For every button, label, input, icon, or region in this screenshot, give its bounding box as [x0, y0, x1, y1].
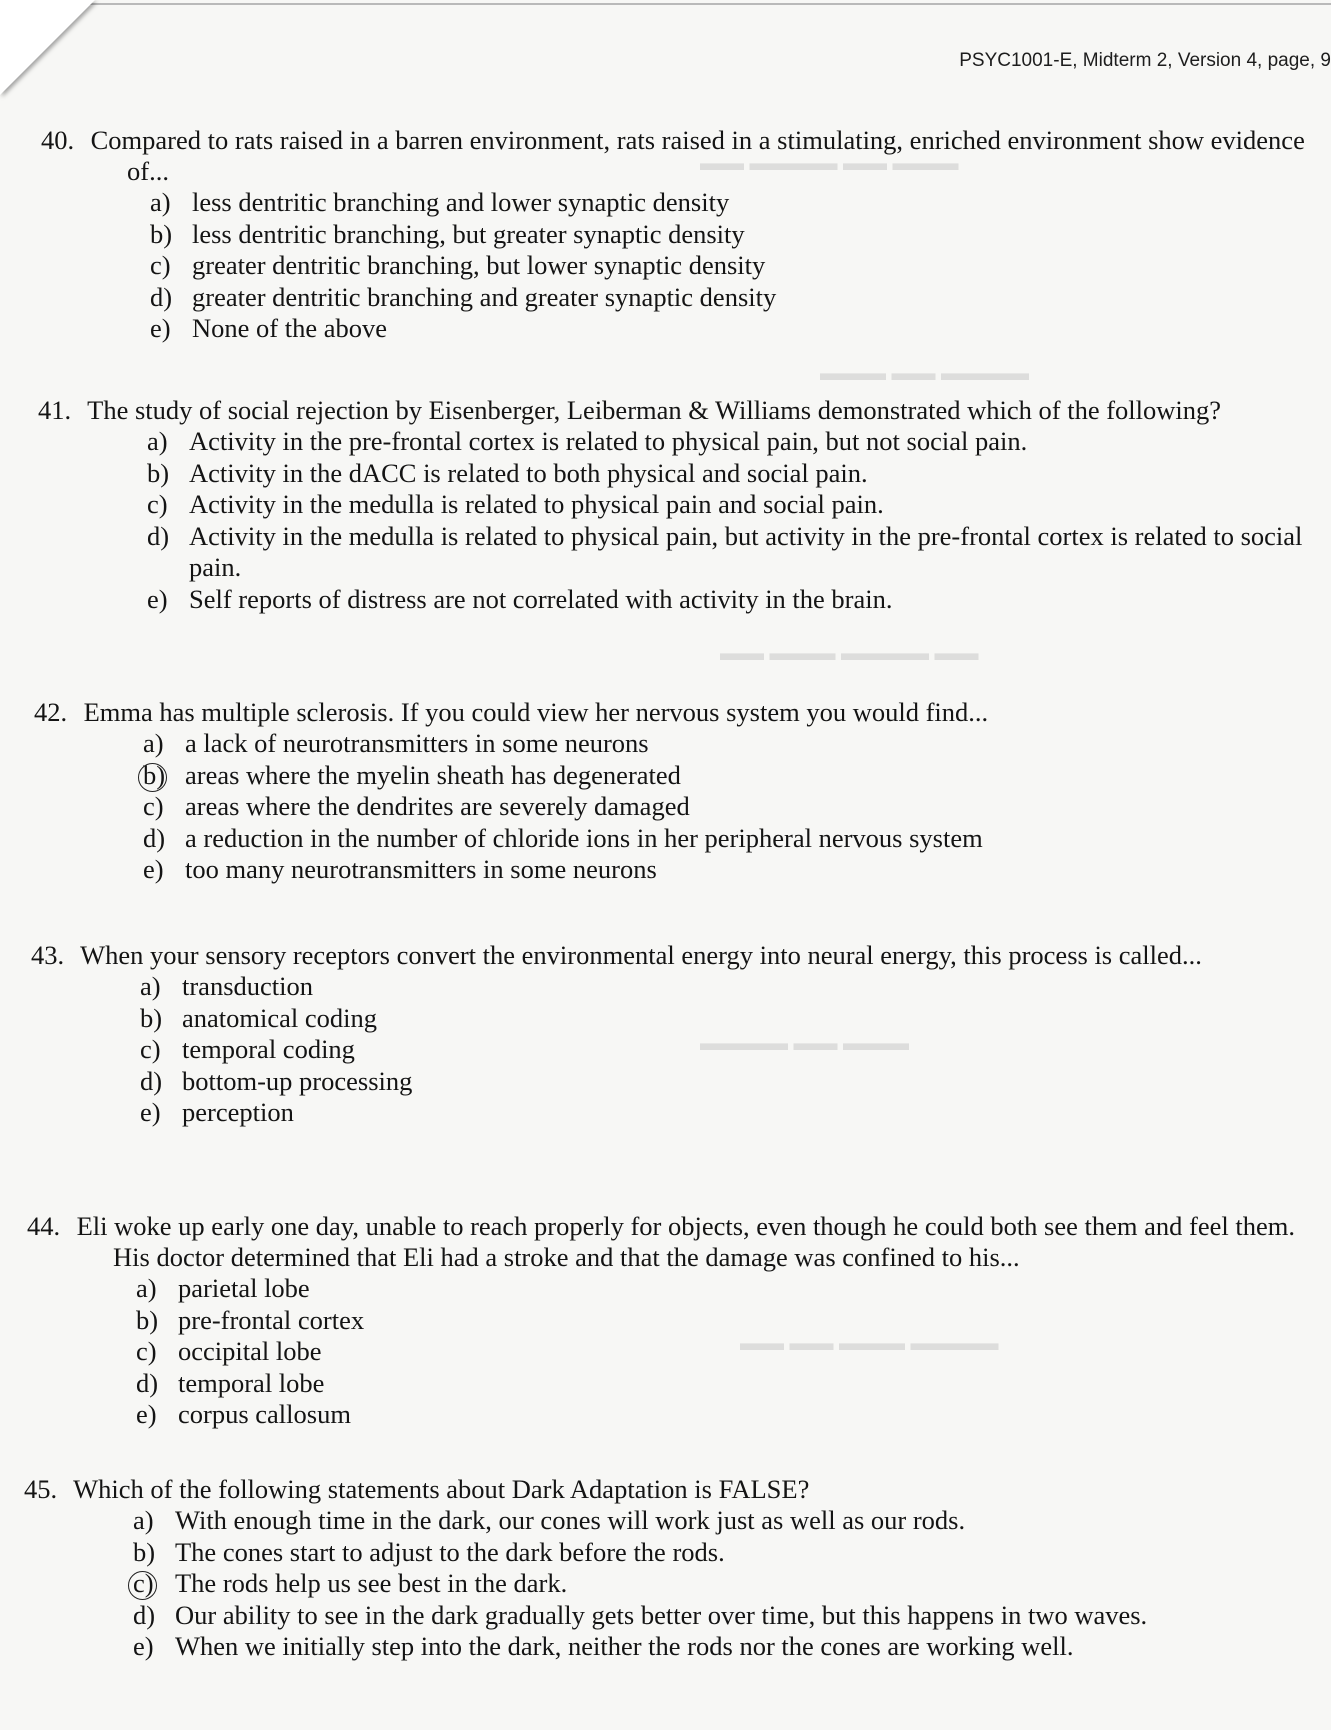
- answer-option[interactable]: [147, 426, 1313, 458]
- answer-option[interactable]: [136, 1273, 1315, 1305]
- answer-option-selected[interactable]: [143, 760, 1307, 792]
- answer-option[interactable]: [140, 1097, 1310, 1129]
- answer-option[interactable]: [150, 187, 1306, 219]
- answer-option[interactable]: [140, 971, 1310, 1003]
- question-41: [38, 395, 1313, 616]
- option-text: anatomical coding: [182, 1002, 377, 1033]
- option-letter: b): [147, 457, 170, 488]
- option-letter: c): [140, 1034, 161, 1065]
- answer-option[interactable]: [143, 823, 1307, 855]
- option-text: areas where the myelin sheath has degenerated: [185, 759, 681, 790]
- option-letter: e): [140, 1097, 161, 1128]
- question-text: Compared to rats raised in a barren environment, rats raised in a stimulating, enriched environment show evidence of...: [90, 125, 1305, 186]
- option-text: areas where the dendrites are severely damaged: [185, 791, 690, 822]
- option-text: The rods help us see best in the dark.: [175, 1568, 568, 1599]
- option-letter: b): [140, 1002, 163, 1033]
- option-letter: d): [133, 1599, 156, 1630]
- option-text: temporal lobe: [178, 1367, 325, 1398]
- answer-option[interactable]: [140, 1034, 1310, 1066]
- question-stem: 44. Eli woke up early one day, unable to reach properly for objects, even though he could both see them and feel them. His doctor determined that Eli had a stroke and that the damage was confined to his...: [27, 1211, 1295, 1272]
- answer-options: [140, 971, 1310, 1129]
- answer-option[interactable]: [143, 791, 1307, 823]
- option-text: Activity in the pre-frontal cortex is related to physical pain, but not social pain.: [189, 426, 1028, 456]
- option-text: pre-frontal cortex: [178, 1304, 365, 1335]
- option-text: greater dentritic branching, but lower synaptic density: [192, 250, 766, 281]
- question-text: Which of the following statements about Dark Adaptation is FALSE?: [73, 1474, 810, 1504]
- question-43: [31, 940, 1310, 1129]
- question-stem: 42. Emma has multiple sclerosis. If you could view her nervous system you would find...: [34, 697, 989, 727]
- option-letter: a): [147, 426, 168, 456]
- scan-edge-line: [60, 3, 1331, 5]
- answer-option[interactable]: [143, 728, 1307, 760]
- answer-options: [136, 1273, 1315, 1431]
- answer-option[interactable]: [147, 521, 1313, 584]
- option-text: The cones start to adjust to the dark before the rods.: [175, 1536, 725, 1567]
- bleed-through-mark: ▬▬ ▬▬▬▬ ▬▬▬ ▬▬: [720, 640, 979, 665]
- option-text: temporal coding: [182, 1034, 355, 1065]
- option-text: With enough time in the dark, our cones will work just as well as our rods.: [175, 1505, 966, 1535]
- option-text: less dentritic branching, but greater synaptic density: [192, 218, 745, 249]
- answer-option-selected[interactable]: [133, 1568, 1317, 1600]
- answer-option[interactable]: [136, 1399, 1315, 1431]
- option-text: corpus callosum: [178, 1399, 351, 1430]
- answer-option[interactable]: [133, 1631, 1317, 1663]
- option-text: Self reports of distress are not correlated with activity in the brain.: [189, 583, 893, 614]
- answer-option[interactable]: [133, 1505, 1317, 1537]
- option-letter: a): [140, 971, 161, 1001]
- answer-option[interactable]: [150, 250, 1306, 282]
- answer-option[interactable]: [140, 1066, 1310, 1098]
- bleed-through-mark: ▬▬▬▬ ▬▬ ▬▬▬: [820, 360, 1029, 385]
- question-stem: 43. When your sensory receptors convert the environmental energy into neural energy, this process is called...: [31, 940, 1202, 970]
- answer-option[interactable]: [150, 282, 1306, 314]
- option-text: Our ability to see in the dark gradually gets better over time, but this happens in two waves.: [175, 1599, 1148, 1630]
- option-letter: b): [150, 218, 173, 249]
- option-text: greater dentritic branching and greater synaptic density: [192, 281, 777, 312]
- option-text: less dentritic branching and lower synaptic density: [192, 187, 730, 217]
- option-letter: d): [150, 281, 173, 312]
- option-text: too many neurotransmitters in some neurons: [185, 854, 657, 885]
- question-45: [24, 1474, 1317, 1663]
- question-text: When your sensory receptors convert the environmental energy into neural energy, this process is called...: [80, 940, 1202, 970]
- option-letter: a): [143, 728, 164, 758]
- option-letter: d): [147, 520, 170, 551]
- option-text: a lack of neurotransmitters in some neurons: [185, 728, 649, 758]
- bleed-through-mark: ▬▬▬▬ ▬▬▬ ▬▬ ▬▬: [740, 1330, 999, 1355]
- folded-page-corner: [0, 0, 95, 95]
- question-text: The study of social rejection by Eisenberger, Leiberman & Williams demonstrated which of the following?: [87, 395, 1222, 425]
- question-stem: 41. The study of social rejection by Eisenberger, Leiberman & Williams demonstrated which of the following?: [38, 395, 1222, 425]
- answer-options: [133, 1505, 1317, 1663]
- bleed-through-mark: ▬▬▬ ▬▬ ▬▬▬▬: [700, 1030, 909, 1055]
- answer-option[interactable]: [147, 489, 1313, 521]
- answer-options: [147, 426, 1313, 616]
- option-letter: a): [133, 1505, 154, 1535]
- answer-option[interactable]: [147, 458, 1313, 490]
- answer-option[interactable]: [140, 1003, 1310, 1035]
- question-42: [34, 697, 1307, 886]
- question-text: Emma has multiple sclerosis. If you could view her nervous system you would find...: [83, 697, 989, 727]
- answer-option[interactable]: [136, 1305, 1315, 1337]
- answer-option[interactable]: [133, 1600, 1317, 1632]
- option-letter: b): [136, 1304, 159, 1335]
- option-letter: d): [140, 1065, 163, 1096]
- option-letter: d): [143, 822, 166, 853]
- option-text: a reduction in the number of chloride ions in her peripheral nervous system: [185, 822, 983, 853]
- option-letter: a): [136, 1273, 157, 1303]
- answer-option[interactable]: [133, 1537, 1317, 1569]
- option-text: None of the above: [192, 313, 387, 344]
- option-text: Activity in the medulla is related to physical pain, but activity in the pre-frontal cortex is related to social pain.: [189, 520, 1303, 583]
- option-letter: c): [136, 1336, 157, 1367]
- option-letter: e): [133, 1631, 154, 1662]
- option-letter: c): [150, 250, 171, 281]
- question-text: Eli woke up early one day, unable to reach properly for objects, even though he could both see them and feel them. His doctor determined that Eli had a stroke and that the damage was confined to his...: [76, 1211, 1295, 1272]
- option-text: Activity in the medulla is related to physical pain and social pain.: [189, 489, 884, 520]
- option-letter: d): [136, 1367, 159, 1398]
- bleed-through-mark: ▬▬▬ ▬▬ ▬▬▬▬ ▬▬: [700, 150, 959, 175]
- option-letter: c): [143, 791, 164, 822]
- answer-option[interactable]: [150, 219, 1306, 251]
- option-letter: e): [147, 583, 168, 614]
- option-text: When we initially step into the dark, neither the rods nor the cones are working well.: [175, 1631, 1074, 1662]
- answer-option[interactable]: [147, 584, 1313, 616]
- answer-option[interactable]: [136, 1336, 1315, 1368]
- question-stem: 40. Compared to rats raised in a barren environment, rats raised in a stimulating, enriched environment show evidence of...: [41, 125, 1305, 186]
- option-letter: e): [150, 313, 171, 344]
- answer-option[interactable]: [143, 854, 1307, 886]
- circled-option-letter: b): [143, 760, 177, 792]
- option-letter: e): [136, 1399, 157, 1430]
- answer-option[interactable]: [136, 1368, 1315, 1400]
- option-letter: a): [150, 187, 171, 217]
- option-text: bottom-up processing: [182, 1065, 413, 1096]
- option-letter: c): [147, 489, 168, 520]
- answer-options: [150, 187, 1306, 345]
- answer-options: [143, 728, 1307, 886]
- circled-option-letter: c): [133, 1568, 167, 1600]
- option-letter: b): [133, 1536, 156, 1567]
- option-text: perception: [182, 1097, 294, 1128]
- page-header: PSYC1001-E, Midterm 2, Version 4, page, 9: [959, 50, 1331, 71]
- option-letter: e): [143, 854, 164, 885]
- option-text: Activity in the dACC is related to both physical and social pain.: [189, 457, 868, 488]
- answer-option[interactable]: [150, 313, 1306, 345]
- option-text: occipital lobe: [178, 1336, 322, 1367]
- option-text: transduction: [182, 971, 313, 1001]
- question-40: [41, 125, 1306, 345]
- question-stem: 45. Which of the following statements about Dark Adaptation is FALSE?: [24, 1474, 810, 1504]
- option-text: parietal lobe: [178, 1273, 310, 1303]
- question-44: [27, 1211, 1315, 1431]
